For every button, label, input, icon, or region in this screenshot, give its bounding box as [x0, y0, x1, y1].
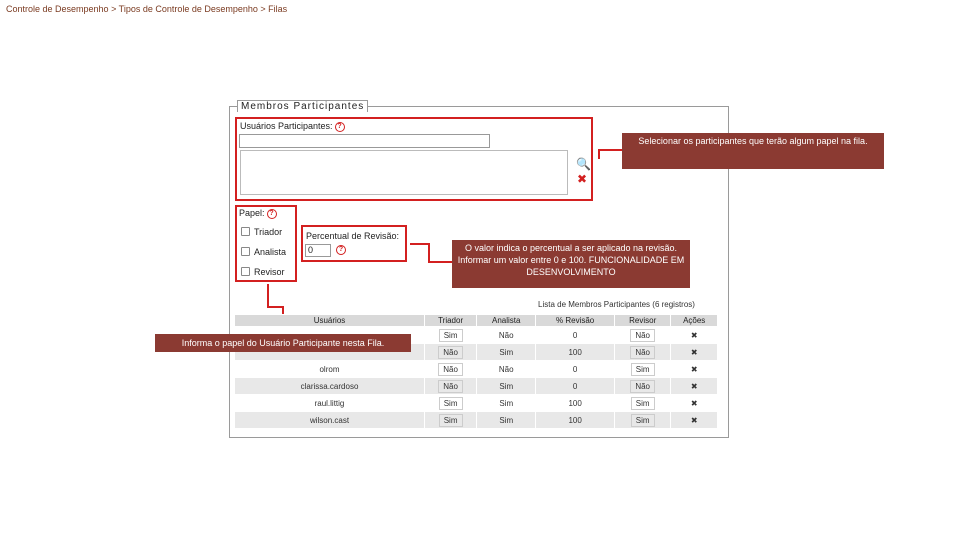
remove-icon[interactable]: ✖	[577, 172, 588, 186]
role-triador-label: Triador	[254, 227, 283, 237]
selected-users-list[interactable]	[240, 150, 568, 195]
cell-triador: Sim	[439, 414, 463, 427]
cell-revisor: Sim	[631, 363, 655, 376]
delete-icon[interactable]: ✖	[671, 412, 718, 429]
col-header-acoes: Ações	[671, 315, 718, 327]
checkbox-analista[interactable]	[241, 247, 250, 256]
cell-triador: Não	[438, 346, 463, 359]
col-header-usuarios: Usuários	[235, 315, 425, 327]
cell-analista: Não	[477, 327, 536, 344]
cell-user: olrom	[235, 361, 425, 378]
cell-revisao: 0	[536, 378, 615, 395]
percent-label: Percentual de Revisão:	[306, 231, 400, 241]
help-icon[interactable]: ?	[336, 245, 346, 255]
user-search-input[interactable]	[239, 134, 490, 148]
role-analista-label: Analista	[254, 247, 287, 257]
col-header-revisor: Revisor	[614, 315, 670, 327]
cell-revisor: Não	[630, 346, 655, 359]
cell-analista: Sim	[477, 344, 536, 361]
col-header-analista: Analista	[477, 315, 536, 327]
table-row	[235, 412, 718, 429]
cell-analista: Sim	[477, 378, 536, 395]
delete-icon[interactable]: ✖	[671, 344, 718, 361]
help-icon[interactable]: ?	[267, 209, 277, 219]
cell-revisao: 0	[536, 361, 615, 378]
participants-arrow-vertical	[598, 149, 600, 159]
delete-icon[interactable]: ✖	[671, 361, 718, 378]
table-row	[235, 395, 718, 412]
col-header-revisao: % Revisão	[536, 315, 615, 327]
help-icon[interactable]: ?	[335, 122, 345, 132]
delete-icon[interactable]: ✖	[671, 395, 718, 412]
cell-triador: Sim	[439, 329, 463, 342]
cell-revisao: 100	[536, 344, 615, 361]
percent-callout: O valor indica o percentual a ser aplicado na revisão. Informar um valor entre 0 e 100. FUNCIONALIDADE EM DESENVOLVIMENTO	[452, 240, 690, 288]
participants-callout: Selecionar os participantes que terão algum papel na fila.	[622, 133, 884, 169]
role-label: Papel:	[239, 208, 265, 218]
search-icon[interactable]: 🔍	[576, 157, 591, 171]
cell-revisor: Sim	[631, 414, 655, 427]
col-header-triador: Triador	[425, 315, 477, 327]
role-callout: Informa o papel do Usuário Participante nesta Fila.	[155, 334, 411, 352]
breadcrumb: Controle de Desempenho > Tipos de Controle de Desempenho > Filas	[6, 4, 288, 14]
cell-triador: Não	[438, 363, 463, 376]
cell-triador: Sim	[439, 397, 463, 410]
role-arrow-h	[267, 306, 283, 308]
percent-arrow-v	[428, 243, 430, 263]
users-label-row	[240, 121, 345, 132]
cell-triador: Não	[438, 380, 463, 393]
members-table	[234, 314, 718, 429]
delete-icon[interactable]: ✖	[671, 378, 718, 395]
cell-analista: Sim	[477, 395, 536, 412]
cell-revisao: 0	[536, 327, 615, 344]
table-caption: Lista de Membros Participantes (6 registros)	[538, 300, 695, 309]
role-label-row	[239, 208, 277, 219]
cell-analista: Não	[477, 361, 536, 378]
role-revisor-label: Revisor	[254, 267, 285, 277]
cell-user: raul.littig	[235, 395, 425, 412]
cell-analista: Sim	[477, 412, 536, 429]
table-row	[235, 378, 718, 395]
cell-user: clarissa.cardoso	[235, 378, 425, 395]
table-row	[235, 361, 718, 378]
cell-revisor: Não	[630, 380, 655, 393]
percent-input[interactable]: 0	[305, 244, 331, 257]
delete-icon[interactable]: ✖	[671, 327, 718, 344]
checkbox-revisor[interactable]	[241, 267, 250, 276]
users-label: Usuários Participantes:	[240, 121, 333, 131]
table-header-row	[235, 315, 718, 327]
percent-arrow-h2	[428, 261, 452, 263]
cell-revisao: 100	[536, 395, 615, 412]
cell-user: wilson.cast	[235, 412, 425, 429]
percent-arrow-h1	[410, 243, 430, 245]
participants-arrow	[598, 149, 622, 151]
checkbox-triador[interactable]	[241, 227, 250, 236]
cell-revisao: 100	[536, 412, 615, 429]
panel-legend: Membros Participantes	[237, 100, 368, 112]
role-arrow-v	[267, 284, 269, 308]
cell-revisor: Não	[630, 329, 655, 342]
cell-revisor: Sim	[631, 397, 655, 410]
